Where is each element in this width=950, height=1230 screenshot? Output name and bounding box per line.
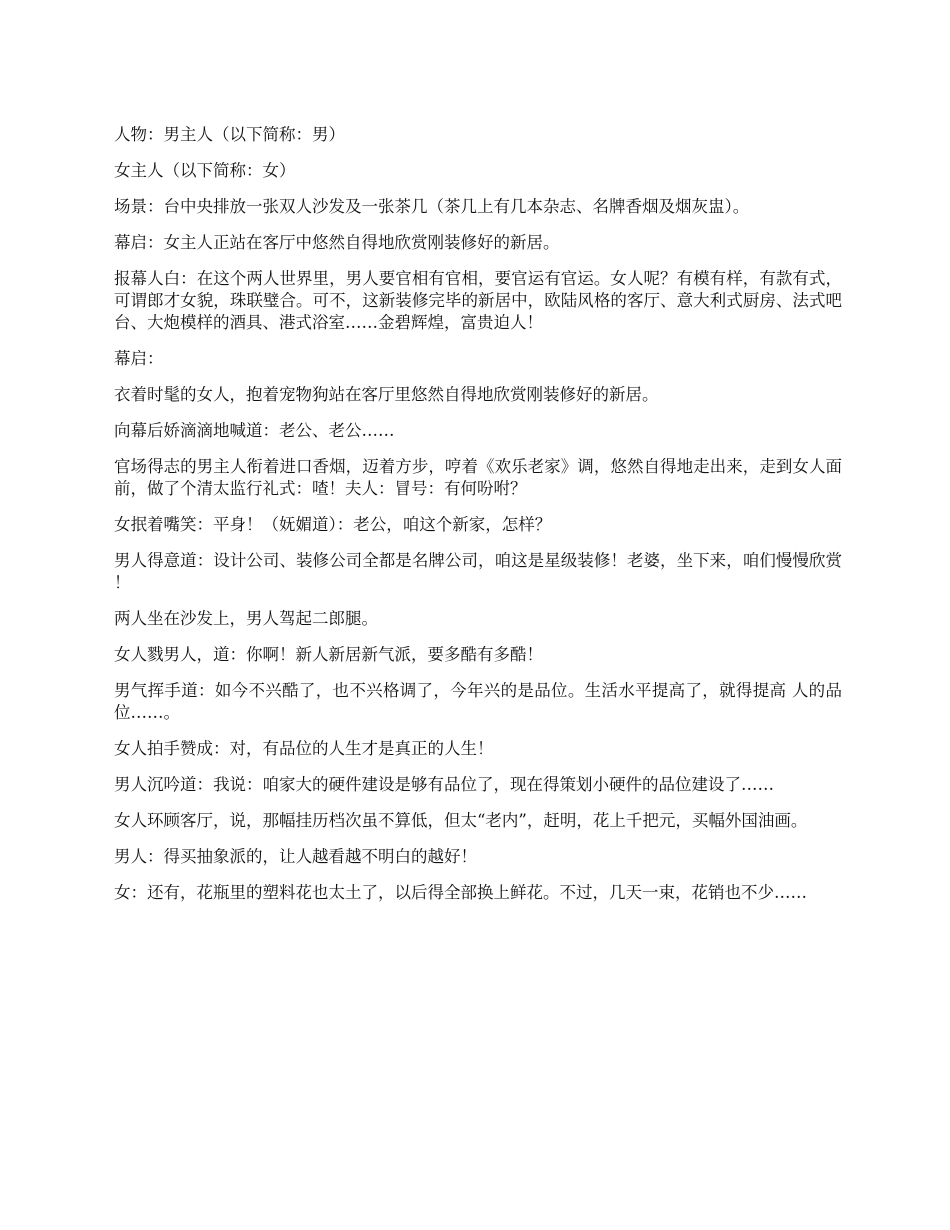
paragraph-curtain-opens: 幕启：女主人正站在客厅中悠然自得地欣赏刚装修好的新居。 (114, 233, 560, 252)
paragraph: 男人沉吟道：我说：咱家大的硬件建设是够有品位了，现在得策划小硬件的品位建设了…… (114, 775, 774, 794)
paragraph-characters-female: 女主人（以下简称：女） (114, 161, 296, 180)
paragraph: 男人：得买抽象派的，让人越看越不明白的越好！ (114, 847, 477, 866)
paragraph: 男气挥手道：如今不兴酷了，也不兴格调了，今年兴的是品位。生活水平提高了，就得提高 人的品位……。 (114, 681, 842, 722)
paragraph: 女人拍手赞成：对，有品位的人生才是真正的人生！ (114, 739, 494, 758)
paragraph: 女：还有，花瓶里的塑料花也太土了，以后得全部换上鲜花。不过，几天一束，花销也不少…… (114, 883, 807, 902)
paragraph: 男人得意道：设计公司、装修公司全都是名牌公司，咱这是星级装修！老婆，坐下来，咱们慢慢欣赏！ (114, 551, 842, 592)
paragraph-curtain-opens-2: 幕启： (114, 349, 164, 368)
paragraph: 女人环顾客厅，说，那幅挂历档次虽不算低，但太“老内”，赶明，花上千把元，买幅外国油画。 (114, 811, 808, 830)
paragraph: 官场得志的男主人衔着进口香烟，迈着方步，哼着《欢乐老家》调，悠然自得地走出来，走到女人面前，做了个清太监行礼式：喳！夫人：冒号：有何吩咐？ (114, 457, 842, 498)
paragraph-scene: 场景：台中央排放一张双人沙发及一张茶几（茶几上有几本杂志、名牌香烟及烟灰盅）。 (114, 197, 750, 216)
paragraph: 向幕后娇滴滴地喊道：老公、老公…… (114, 421, 395, 440)
paragraph-characters-male: 人物：男主人（以下简称：男） (114, 125, 345, 144)
script-text (114, 124, 842, 918)
paragraph: 两人坐在沙发上，男人驾起二郎腿。 (114, 609, 378, 628)
paragraph: 女人戮男人，道：你啊！新人新居新气派，要多酷有多酷！ (114, 645, 543, 664)
paragraph-narrator: 报幕人白：在这个两人世界里，男人要官相有官相，要官运有官运。女人呢？有模有样，有款有式，可谓郎才女貌，珠联璧合。可不，这新装修完毕的新居中，欧陆风格的客厅、意大利式厨房、法式吧台、大炮模样的酒具、港式浴室……金碧辉煌，富贵迫人！ (114, 269, 842, 332)
paragraph: 衣着时髦的女人，抱着宠物狗站在客厅里悠然自得地欣赏刚装修好的新居。 (114, 385, 659, 404)
paragraph: 女抿着嘴笑：平身！（妩媚道）：老公，咱这个新家，怎样？ (114, 515, 552, 534)
